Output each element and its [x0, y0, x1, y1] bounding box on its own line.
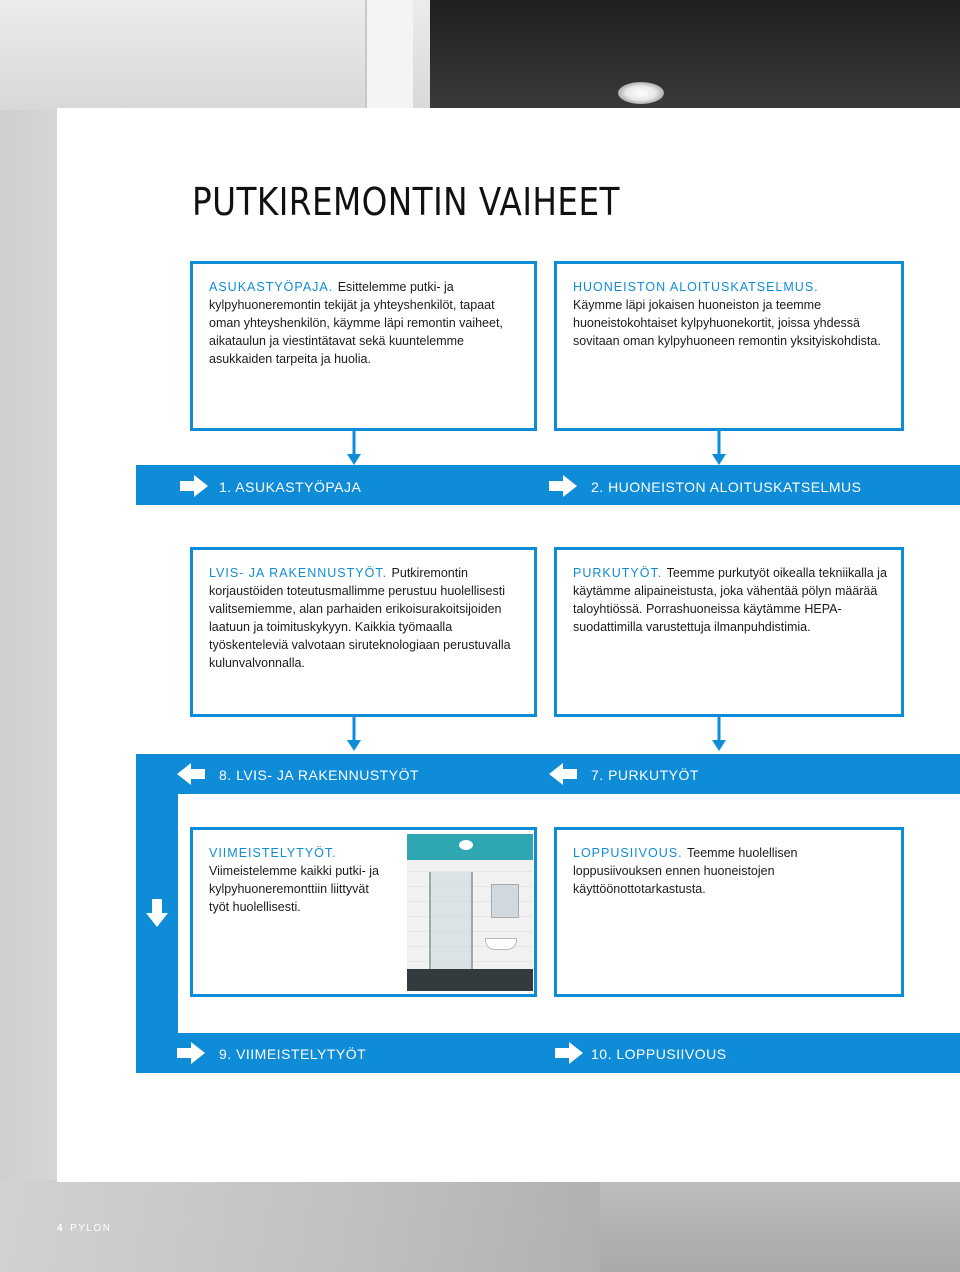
bathroom-photo: [407, 834, 533, 991]
box-text: Putkiremontin korjaustöiden toteutusmallimme perustuu huolellisesti valitsemiemme, alan parhaiden erikoisurakoitsijoiden laatuun ja toimituskykyyn. Kaikkia työmaalla työskenteleviä valvotaan siruteknologiaan perustuvalla kulunvalvonnalla.: [209, 566, 511, 670]
page-title: PUTKIREMONTIN VAIHEET: [192, 180, 620, 224]
arrow-down-icon: [347, 716, 361, 752]
arrow-right-icon: [549, 475, 577, 497]
brand-name: PYLON: [70, 1223, 112, 1234]
box-text: Teemme huolellisen loppusiivouksen ennen huoneistojen käyttöönottotarkastusta.: [573, 846, 798, 896]
ceiling-lamp: [618, 82, 664, 104]
arrow-down-icon: [712, 430, 726, 466]
arrow-right-icon: [177, 1042, 205, 1064]
arrow-right-icon: [180, 475, 208, 497]
box-text: Käymme läpi jokaisen huoneiston ja teemme huoneistokohtaiset kylpyhuonekortit, joissa yhdessä sovitaan oman kylpyhuoneen remontin yksityiskohdista.: [573, 298, 881, 348]
box-heading: PURKUTYÖT.: [573, 566, 667, 580]
box-text: Viimeistelemme kaikki putki- ja kylpyhuoneremonttiin liittyvät työt huolellisesti.: [209, 864, 379, 914]
stage-label-9: 9. VIIMEISTELYTYÖT: [219, 1046, 367, 1062]
stage-label-1: 1. ASUKASTYÖPAJA: [219, 479, 362, 495]
stage-label-7: 7. PURKUTYÖT: [591, 767, 699, 783]
stage-label-10: 10. LOPPUSIIVOUS: [591, 1046, 727, 1062]
stage-label-8: 8. LVIS- JA RAKENNUSTYÖT: [219, 767, 420, 783]
box-heading: VIIMEISTELYTYÖT.: [209, 846, 337, 860]
arrow-down-icon: [347, 430, 361, 466]
box-loppusiivous: [554, 827, 904, 997]
box-heading: ASUKASTYÖPAJA.: [209, 280, 338, 294]
box-viimeistelytyot: [190, 827, 537, 997]
box-lvis-rakennustyot: [190, 547, 537, 717]
box-asukastyopaja: [190, 261, 537, 431]
box-aloituskatselmus: [554, 261, 904, 431]
arrow-down-icon: [712, 716, 726, 752]
arrow-right-icon: [555, 1042, 583, 1064]
background-door-frame: [365, 0, 413, 110]
box-text: Esittelemme putki- ja kylpyhuoneremontin tekijät ja yhteyshenkilöt, tapaat oman yhteyshenkilön, käymme läpi remontin vaiheet, aikataulun ja viestintätavat sekä kuuntelemme asukkaiden tarpeita ja huolia.: [209, 280, 503, 366]
box-text: Teemme purkutyöt oikealla tekniikalla ja käytämme alipaineistusta, joka vähentää pölyn määrää taloyhtiössä. Porrashuoneissa käytämme HEPA-suodattimilla varustettuja ilmanpuhdistimia.: [573, 566, 887, 634]
box-heading: LOPPUSIIVOUS.: [573, 846, 688, 860]
box-purkutyot: [554, 547, 904, 717]
arrow-down-icon: [146, 899, 168, 927]
box-heading: LVIS- JA RAKENNUSTYÖT.: [209, 566, 392, 580]
arrow-left-icon: [177, 763, 205, 785]
stage-label-2: 2. HUONEISTON ALOITUSKATSELMUS: [591, 479, 862, 495]
page-number: 4: [57, 1223, 65, 1234]
box-text-block: [209, 844, 384, 916]
arrow-left-icon: [549, 763, 577, 785]
page-footer: [57, 1223, 111, 1234]
background-ceiling: [430, 0, 960, 110]
box-heading: HUONEISTON ALOITUSKATSELMUS.: [573, 280, 819, 294]
